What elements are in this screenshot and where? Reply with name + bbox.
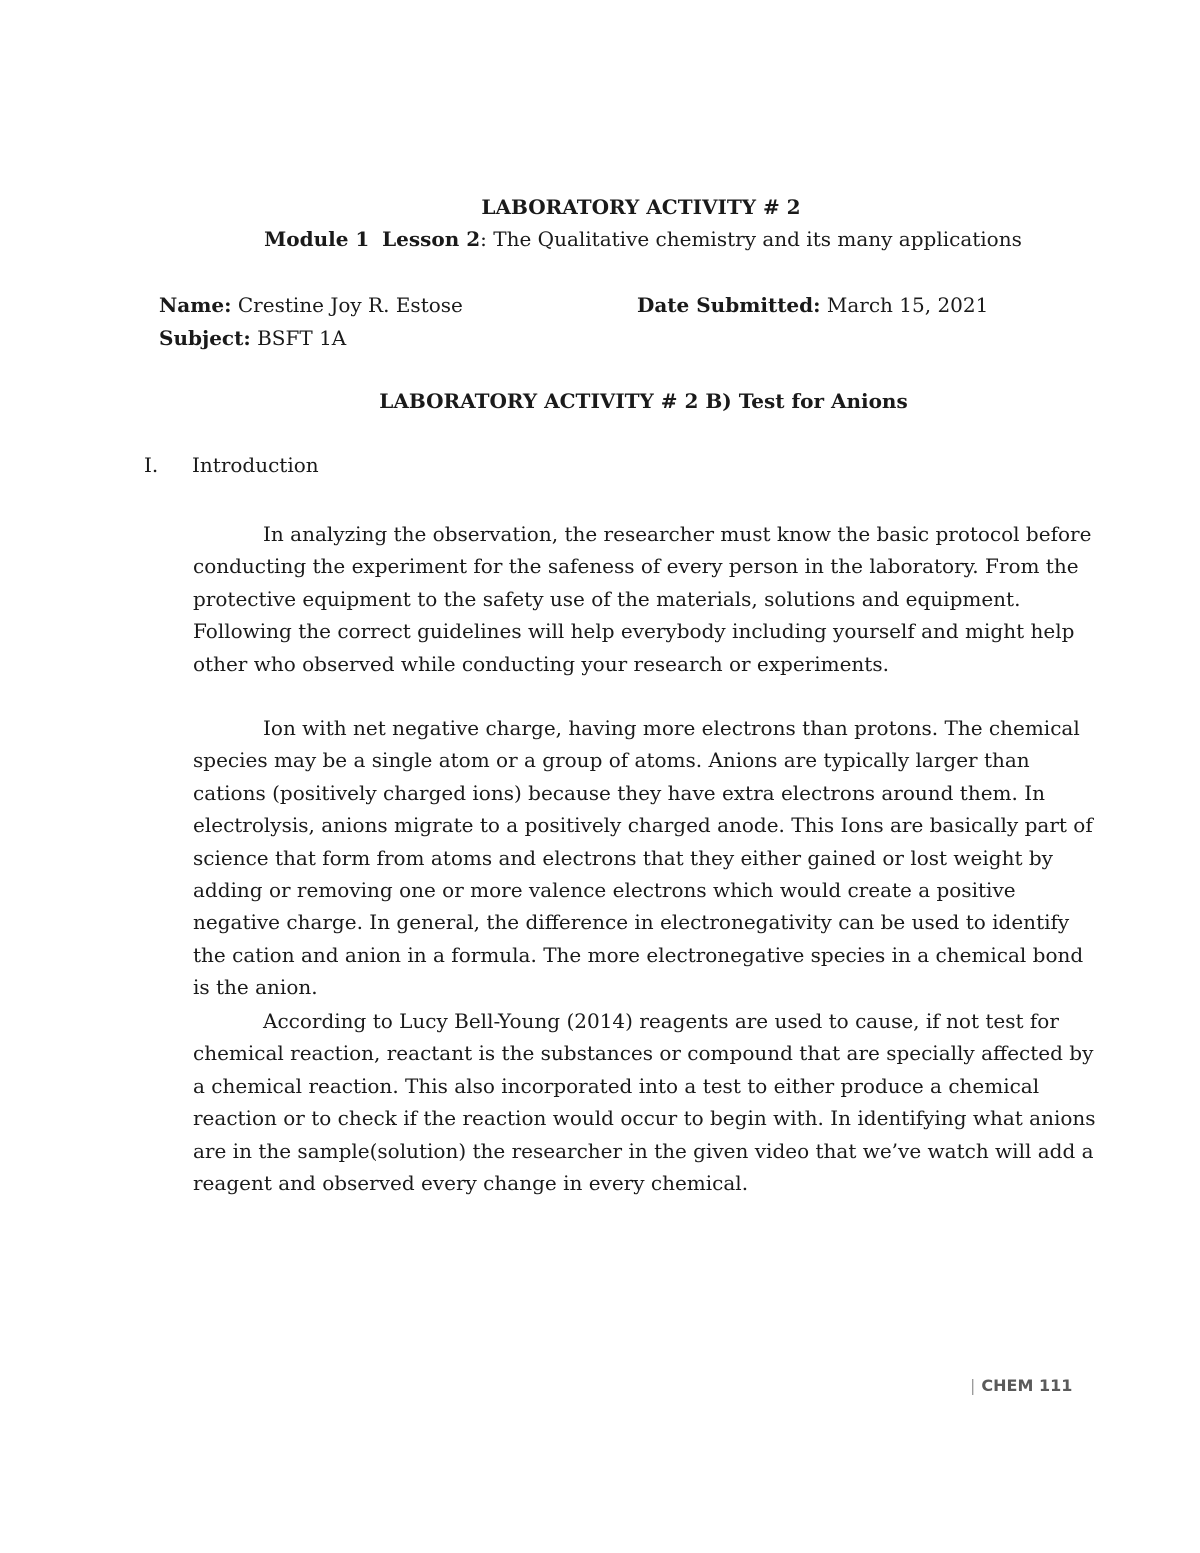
subject-line [159, 322, 346, 355]
lesson-label: Lesson 2 [382, 227, 481, 251]
introduction-heading [144, 453, 319, 477]
document-title: LABORATORY ACTIVITY # 2 [481, 195, 801, 219]
name-value: Crestine Joy R. Estose [231, 293, 463, 317]
date-submitted-line [637, 289, 988, 322]
page-footer [970, 1376, 1072, 1395]
course-code: CHEM 111 [981, 1376, 1073, 1395]
date-label: Date Submitted: [637, 293, 821, 317]
section-number: I. [144, 453, 159, 477]
date-value: March 15, 2021 [820, 293, 989, 317]
intro-paragraph-3: According to Lucy Bell-Young (2014) reagents are used to cause, if not test for chemical reaction, reactant is the substances or compound that are specially affected by a chemical reaction. This also incorporated into a test to either produce a chemical reaction or to check if the reaction would occur to begin with. In identifying what anions are in the sample(solution) the researcher in the given video that we’ve watch will add a reagent and observed every change in every chemical. [193, 1009, 1096, 1196]
intro-paragraph-2: Ion with net negative charge, having more electrons than protons. The chemical species may be a single atom or a group of atoms. Anions are typically larger than cations (positively charged ions) because they have extra electrons around them. In electrolysis, anions migrate to a positively charged anode. This Ions are basically part of science that form from atoms and electrons that they either gained or lost weight by adding or removing one or more valence electrons which would create a positive negative charge. In general, the difference in electronegativity can be used to identify the cation and anion in a formula. The more electronegative species in a chemical bond is the anion. [193, 716, 1093, 1000]
subject-label: Subject: [159, 326, 251, 350]
subject-value: BSFT 1A [250, 326, 347, 350]
module-label: Module 1 [264, 227, 370, 251]
section-title: LABORATORY ACTIVITY # 2 B) Test for Anions [379, 389, 908, 413]
name-line [159, 289, 463, 322]
intro-paragraph-1: In analyzing the observation, the researcher must know the basic protocol before conducting the experiment for the safeness of every person in the laboratory. From the protective equipment to the safety use of the materials, solutions and equipment. Following the correct guidelines will help everybody including yourself and might help other who observed while conducting your research or experiments. [193, 522, 1092, 676]
module-lesson-line [0, 227, 1200, 251]
lesson-text: : The Qualitative chemistry and its many applications [480, 227, 1022, 251]
footer-separator: | [970, 1376, 976, 1395]
name-label: Name: [159, 293, 232, 317]
section-heading-text: Introduction [192, 453, 319, 477]
